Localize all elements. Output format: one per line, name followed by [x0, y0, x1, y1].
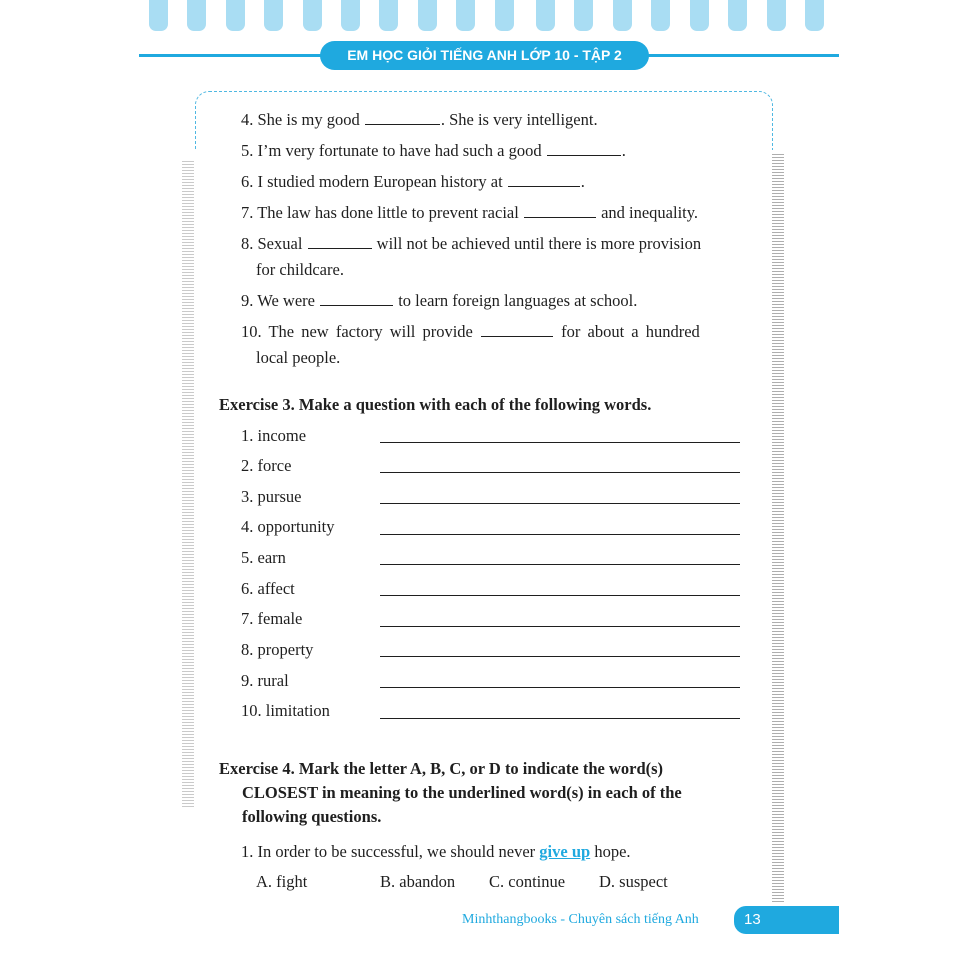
answer-line[interactable]: [380, 534, 740, 535]
option-d[interactable]: D. suspect: [599, 872, 668, 891]
answer-line[interactable]: [380, 442, 740, 443]
option-b[interactable]: B. abandon: [380, 872, 456, 891]
exercise4-title-line3: following questions.: [242, 807, 382, 826]
exercise2-item-4: 4. She is my good . She is very intelligent.: [241, 110, 598, 129]
footer-publisher: Minhthangbooks - Chuyên sách tiếng Anh: [462, 912, 699, 927]
exercise3-word: 2. force: [241, 456, 292, 475]
exercise4-question-1: 1. In order to be successful, we should never give up hope.: [241, 842, 631, 861]
exercise3-title: Exercise 3. Make a question with each of the following words.: [219, 395, 652, 414]
option-c[interactable]: C. continue: [489, 872, 566, 891]
answer-line[interactable]: [380, 626, 740, 627]
answer-blank[interactable]: [524, 203, 596, 218]
answer-blank[interactable]: [365, 110, 440, 125]
answer-line[interactable]: [380, 472, 740, 473]
answer-blank[interactable]: [308, 234, 372, 249]
exercise2-item-10-continued: local people.: [256, 348, 341, 367]
answer-blank[interactable]: [320, 291, 393, 306]
answer-line[interactable]: [380, 595, 740, 596]
exercise2-item-8: 8. Sexual will not be achieved until there is more provision: [241, 234, 702, 253]
exercise2-item-9: 9. We were to learn foreign languages at school.: [241, 291, 638, 310]
exercise2-item-5: 5. I’m very fortunate to have had such a good .: [241, 141, 626, 160]
answer-line[interactable]: [380, 687, 740, 688]
exercise2-item-7: 7. The law has done little to prevent racial and inequality.: [241, 203, 699, 222]
exercise2-item-8-continued: for childcare.: [256, 260, 344, 279]
exercise2-item-10: 10. The new factory will provide for about a hundred: [241, 322, 700, 341]
exercise4-title-line2: CLOSEST in meaning to the underlined word(s) in each of the: [242, 783, 682, 802]
answer-line[interactable]: [380, 656, 740, 657]
answer-blank[interactable]: [508, 172, 580, 187]
page-number: 13: [744, 911, 761, 928]
answer-line[interactable]: [380, 564, 740, 565]
exercise3-word: 6. affect: [241, 579, 295, 598]
underlined-phrase: give up: [539, 842, 591, 861]
exercise4-title-line1: Exercise 4. Mark the letter A, B, C, or D to indicate the word(s): [219, 759, 664, 778]
answer-line[interactable]: [380, 503, 740, 504]
answer-line[interactable]: [380, 718, 740, 719]
exercise3-word: 3. pursue: [241, 487, 302, 506]
exercise2-item-6: 6. I studied modern European history at .: [241, 172, 585, 191]
answer-blank[interactable]: [547, 141, 621, 156]
exercise3-word: 5. earn: [241, 548, 286, 567]
exercise3-word: 7. female: [241, 609, 303, 628]
exercise3-word: 1. income: [241, 426, 307, 445]
exercise3-word: 9. rural: [241, 671, 289, 690]
exercise3-word: 4. opportunity: [241, 517, 335, 536]
exercise3-word: 8. property: [241, 640, 314, 659]
answer-blank[interactable]: [481, 322, 553, 337]
option-a[interactable]: A. fight: [256, 872, 308, 891]
exercise3-word: 10. limitation: [241, 701, 330, 720]
header-title: EM HỌC GIỎI TIẾNG ANH LỚP 10 - TẬP 2: [320, 41, 649, 70]
